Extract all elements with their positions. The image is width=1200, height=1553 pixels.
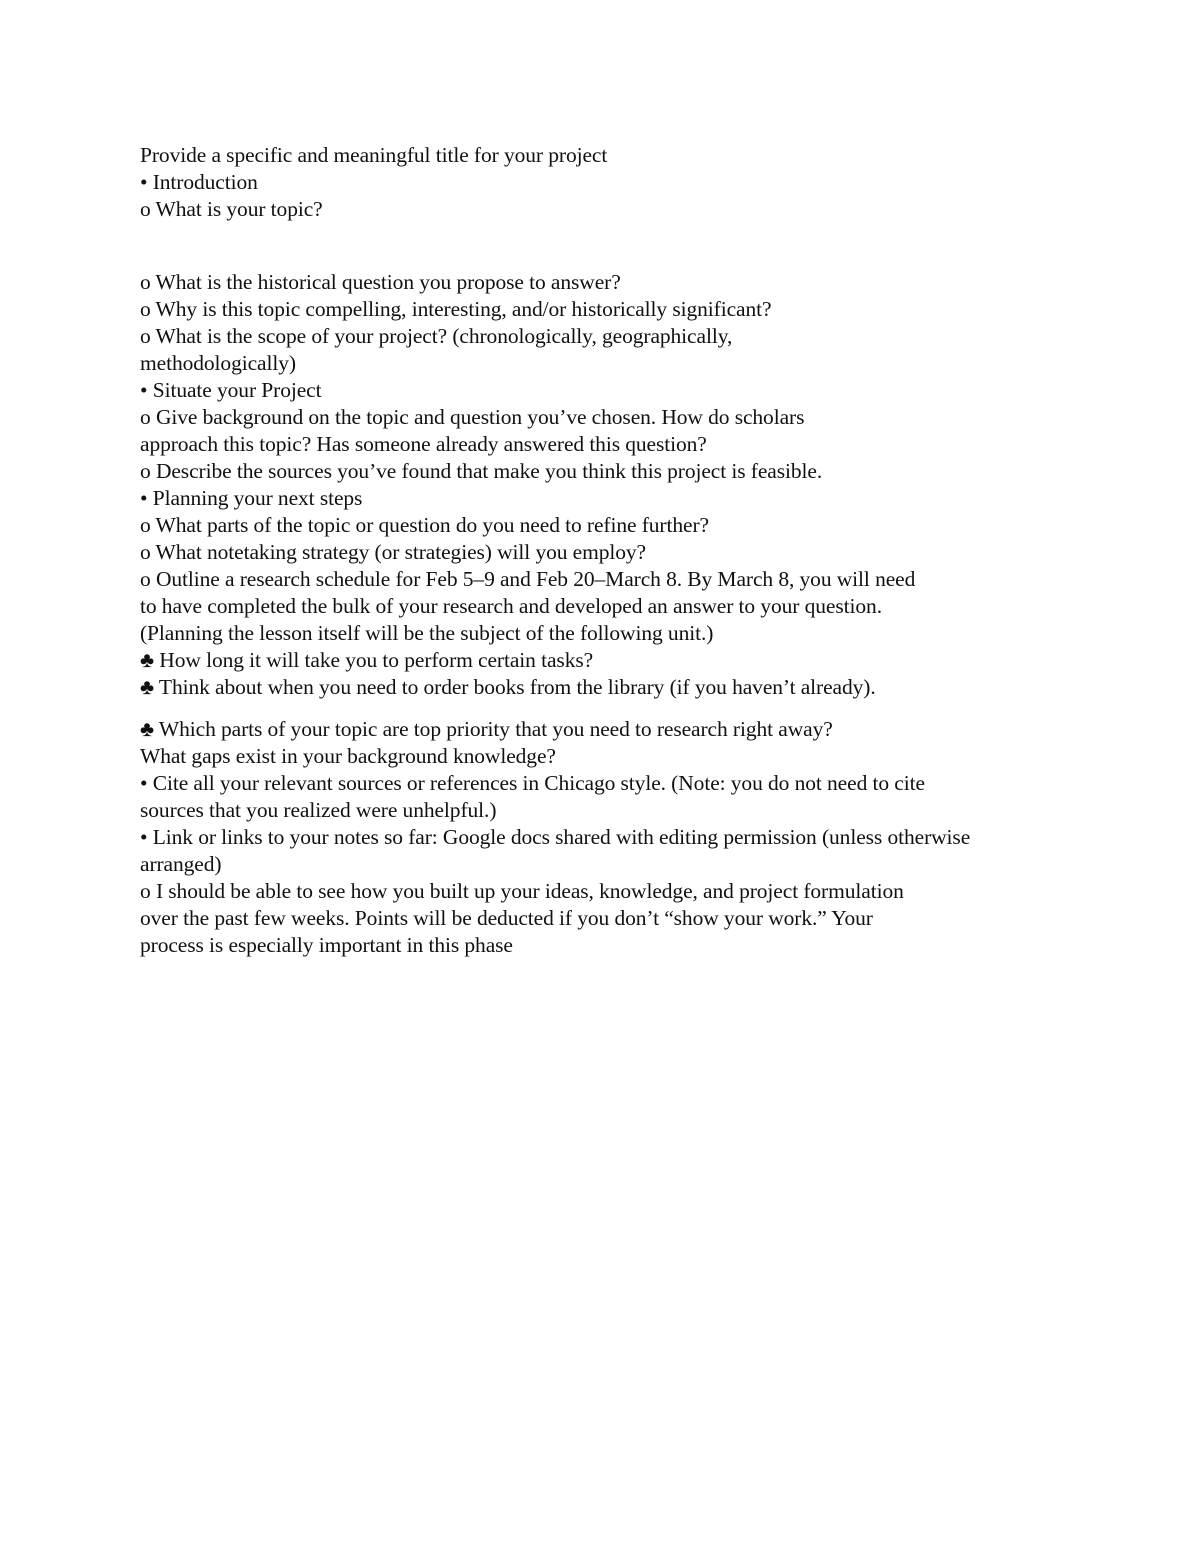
bullet-marker: • [140,378,148,402]
spacer [140,223,980,269]
list-item-text: Cite all your relevant sources or references in Chicago style. (Note: you do not need to cite sources that you realized were unhelpful.) [140,771,925,822]
list-item-priorities [140,716,860,770]
document-content [140,142,980,959]
list-item-cite-sources [140,770,980,824]
list-item-text: What notetaking strategy (or strategies) will you employ? [155,540,646,564]
list-item-text: Situate your Project [152,378,322,402]
list-item-text: Give background on the topic and question you’ve chosen. How do scholars approach this topic? Has someone already answered this question? [140,405,805,456]
list-item-text: Which parts of your topic are top priority that you need to research right away? What gaps exist in your background knowledge? [140,717,833,768]
club-icon: ♣ [140,648,155,672]
list-item-text: What is the scope of your project? (chronologically, geographically, methodologically) [140,324,733,375]
circle-marker: o [140,297,151,321]
list-item-text: Why is this topic compelling, interesting, and/or historically significant? [155,297,772,321]
list-item-notes-links [140,824,980,878]
bullet-marker: • [140,170,148,194]
list-item-research-schedule [140,566,920,647]
list-item-text: Outline a research schedule for Feb 5–9 and Feb 20–March 8. By March 8, you will need to have completed the bulk of your research and developed an answer to your question. (Planning the lesson itself will be the subject of the following unit.) [140,567,916,645]
list-item-topic [140,196,980,223]
list-item-introduction [140,169,980,196]
club-icon: ♣ [140,675,155,699]
circle-marker: o [140,459,151,483]
list-item-background [140,404,885,458]
list-item-task-duration [140,647,980,674]
bullet-marker: • [140,486,148,510]
list-item-text: What is the historical question you propose to answer? [155,270,621,294]
circle-marker: o [140,197,151,221]
list-item-text: What is your topic? [155,197,323,221]
list-item-situate-project [140,377,980,404]
list-item-text: Planning your next steps [152,486,363,510]
list-item-historical-question [140,269,980,296]
list-item-scope [140,323,820,377]
list-item-planning-next-steps [140,485,980,512]
circle-marker: o [140,513,151,537]
bullet-marker: • [140,771,148,795]
circle-marker: o [140,540,151,564]
list-item-refine [140,512,980,539]
list-item-significance [140,296,980,323]
list-item-order-books [140,674,880,701]
list-item-text: Link or links to your notes so far: Google docs shared with editing permission (unless otherwise arranged) [140,825,971,876]
circle-marker: o [140,405,151,429]
circle-marker: o [140,270,151,294]
list-item-sources-found [140,458,980,485]
list-item-text: How long it will take you to perform certain tasks? [159,648,594,672]
list-item-text: Think about when you need to order books from the library (if you haven’t already). [158,675,876,699]
spacer [140,701,980,716]
list-item-text: Introduction [152,170,258,194]
list-item-text: What parts of the topic or question do you need to refine further? [155,513,709,537]
circle-marker: o [140,879,151,903]
list-item-text: I should be able to see how you built up your ideas, knowledge, and project formulation over the past few weeks. Points will be deducted if you don’t “show your work.” Your process is especially important in this phase [140,879,904,957]
bullet-marker: • [140,825,148,849]
club-icon: ♣ [140,717,155,741]
list-item-notetaking [140,539,980,566]
circle-marker: o [140,324,151,348]
circle-marker: o [140,567,151,591]
document-title-line: Provide a specific and meaningful title for your project [140,143,608,167]
list-item-text: Describe the sources you’ve found that make you think this project is feasible. [155,459,823,483]
list-item-show-work [140,878,910,959]
